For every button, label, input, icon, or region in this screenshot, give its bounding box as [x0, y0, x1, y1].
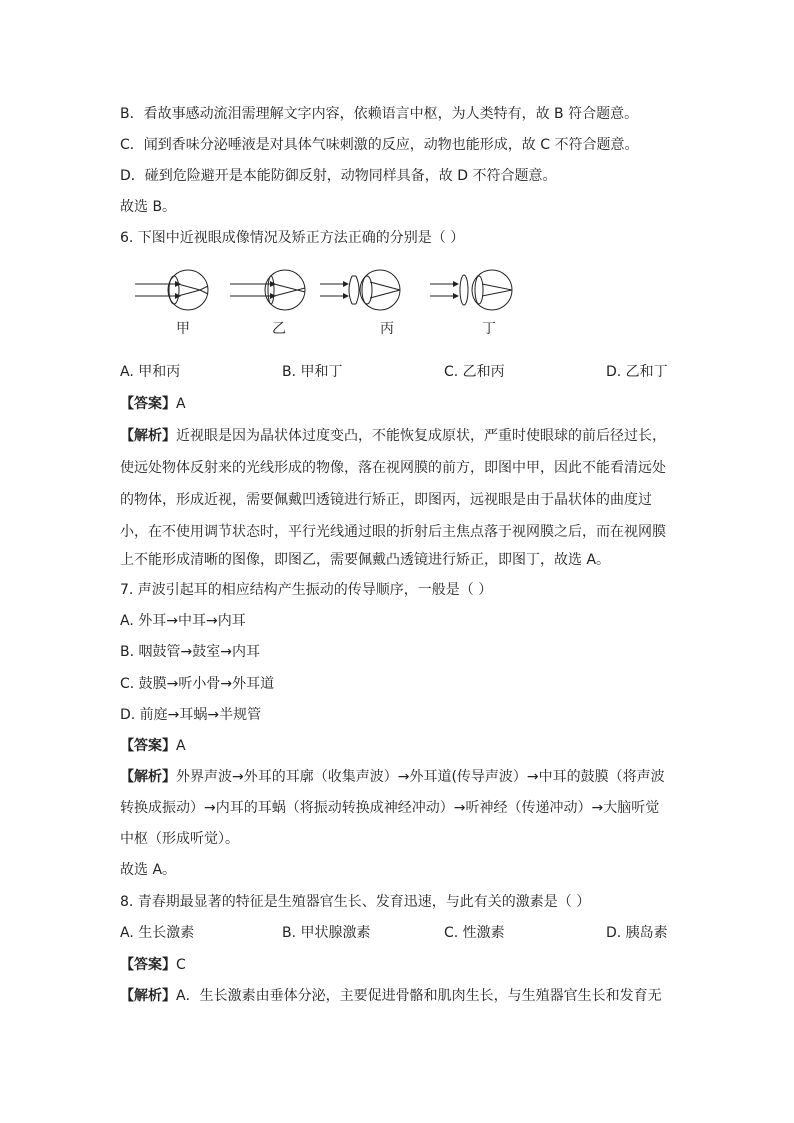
- q8-answer: [120, 955, 186, 975]
- q6-option-a: A. 甲和丙: [120, 364, 181, 380]
- q6-analysis-line-2: 使远处物体反射来的光线形成的物像，落在视网膜的前方，即图中甲，因此不能看清远处: [120, 460, 666, 476]
- q7-option-c: C. 鼓膜→听小骨→外耳道: [120, 676, 275, 692]
- q6-analysis-line-5: 上不能形成清晰的图像，即图乙，需要佩戴凸透镜进行矫正，即图丁，故选 A。: [120, 552, 611, 568]
- answer-label: 【答案】: [120, 738, 176, 754]
- q7-analysis-line-3: 中枢（形成听觉）。: [120, 831, 239, 847]
- eye-diagram-jia: [135, 270, 208, 310]
- answer-value: C: [176, 957, 186, 973]
- q6-analysis-line-1: [120, 426, 666, 446]
- q5-option-b-analysis: B．看故事感动流泪需理解文字内容，依赖语言中枢，为人类特有，故 B 符合题意。: [120, 106, 639, 122]
- eye-diagram-yi: [230, 270, 305, 310]
- analysis-label: 【解析】: [120, 769, 176, 785]
- q5-option-c-analysis: C．闻到香味分泌唾液是对具体气味刺激的反应，动物也能形成，故 C 不符合题意。: [120, 137, 639, 153]
- q7-option-b: B. 咽鼓管→鼓室→内耳: [120, 644, 260, 660]
- q6-option-c: C. 乙和丙: [444, 364, 505, 380]
- q7-analysis-line-2: 转换成振动）→内耳的耳蜗（将振动转换成神经冲动）→听神经（传递冲动）→大脑听觉: [120, 800, 660, 816]
- eye-diagram-bing: [320, 270, 400, 310]
- q6-stem: 6. 下图中近视眼成像情况及矫正方法正确的分别是（ ）: [120, 230, 465, 246]
- eye-diagram-figure: [130, 264, 540, 344]
- q7-option-d: D. 前庭→耳蜗→半规管: [120, 707, 262, 723]
- q8-option-a: A. 生长激素: [120, 925, 195, 941]
- answer-label: 【答案】: [120, 957, 176, 973]
- q6-option-b: B. 甲和丁: [282, 364, 343, 380]
- analysis-text: 外界声波→外耳的耳廓（收集声波）→外耳道(传导声波）→中耳的鼓膜（将声波: [176, 769, 665, 785]
- eye-diagrams-svg: [130, 264, 540, 324]
- answer-value: A: [176, 738, 186, 754]
- analysis-text: 近视眼是因为晶状体过度变凸，不能恢复成原状，严重时使眼球的前后径过长，: [176, 428, 666, 444]
- q5-conclusion: 故选 B。: [120, 199, 177, 215]
- q7-conclusion: 故选 A。: [120, 862, 177, 878]
- q7-answer: [120, 736, 186, 756]
- analysis-label: 【解析】: [120, 988, 176, 1004]
- q6-option-d: D. 乙和丁: [606, 364, 668, 380]
- q8-option-b: B. 甲状腺激素: [282, 925, 371, 941]
- answer-value: A: [176, 396, 186, 412]
- eye-diagram-ding: [430, 270, 512, 310]
- analysis-text: A．生长激素由垂体分泌，主要促进骨骼和肌肉生长，与生殖器官生长和发育无: [176, 988, 662, 1004]
- q6-answer: [120, 394, 186, 414]
- q8-stem: 8. 青春期最显著的特征是生殖器官生长、发育迅速，与此有关的激素是（ ）: [120, 894, 591, 910]
- q7-stem: 7. 声波引起耳的相应结构产生振动的传导顺序，一般是（ ）: [120, 582, 493, 598]
- q8-option-d: D. 胰岛素: [606, 925, 668, 941]
- figure-label-ding: 丁: [482, 321, 496, 337]
- q7-option-a: A. 外耳→中耳→内耳: [120, 613, 246, 629]
- q6-analysis-line-4: 小，在不使用调节状态时，平行光线通过眼的折射后主焦点落于视网膜之后，而在视网膜: [120, 524, 666, 540]
- q6-analysis-line-3: 的物体，形成近视，需要佩戴凹透镜进行矫正，即图丙，远视眼是由于晶状体的曲度过: [120, 492, 652, 508]
- q7-analysis-line-1: [120, 767, 665, 787]
- q8-analysis-line-1: [120, 986, 662, 1006]
- q8-option-c: C. 性激素: [444, 925, 505, 941]
- q5-option-d-analysis: D．碰到危险避开是本能防御反射，动物同样具备，故 D 不符合题意。: [120, 168, 557, 184]
- answer-label: 【答案】: [120, 396, 176, 412]
- figure-label-yi: 乙: [272, 321, 286, 337]
- analysis-label: 【解析】: [120, 428, 176, 444]
- figure-label-jia: 甲: [176, 321, 190, 337]
- figure-label-bing: 丙: [380, 321, 394, 337]
